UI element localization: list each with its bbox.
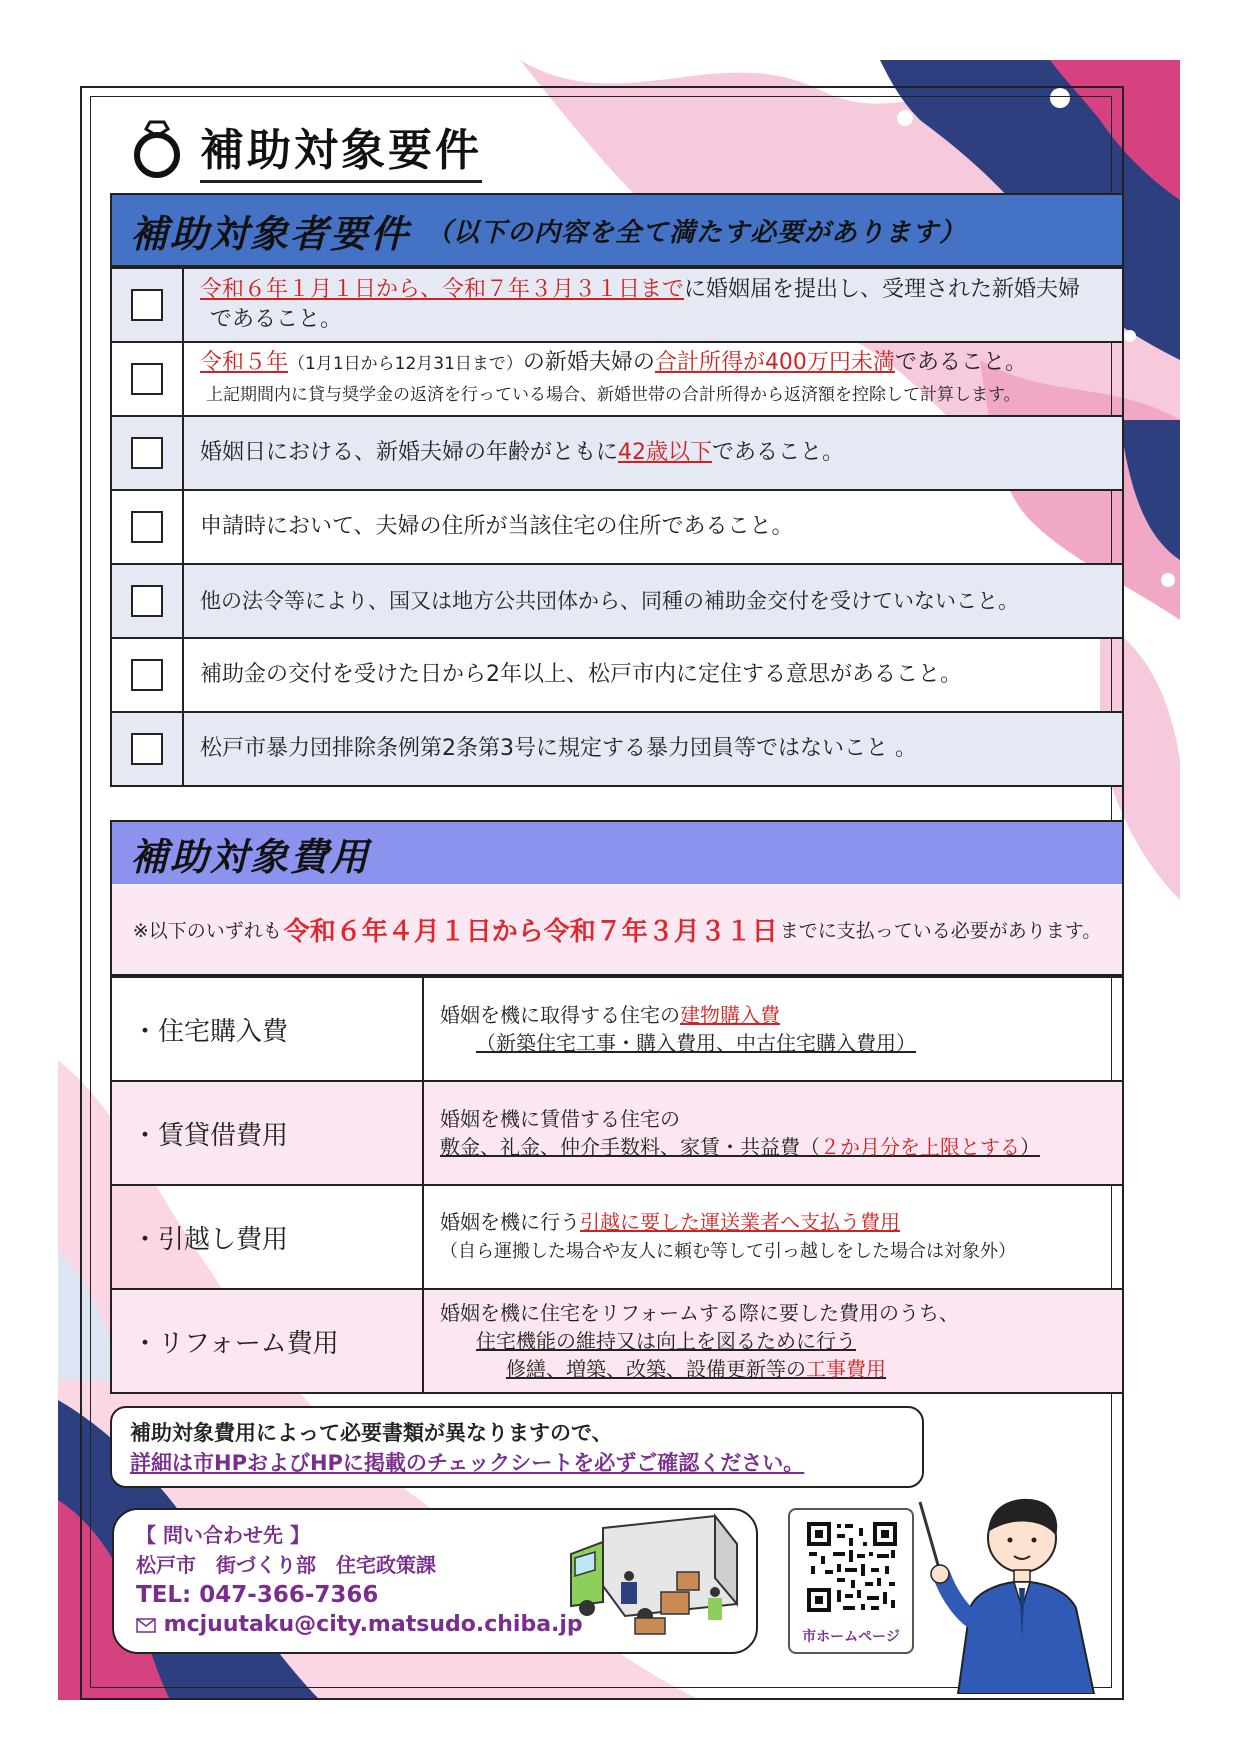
checkbox[interactable] [131,733,163,765]
cost-label: ・引越し費用 [111,1185,423,1289]
requirement-text: 他の法令等により、国又は地方公共団体から、同種の補助金交付を受けていないこと。 [200,589,1019,613]
cost-desc: 住宅機能の維持又は向上を図るために行う [476,1329,856,1353]
requirement-text: 申請時において、夫婦の住所が当該住宅の住所であること。 [200,514,794,539]
requirement-row [111,342,1123,416]
section-header-costs [110,820,1124,886]
cost-row [111,1081,1123,1185]
requirement-row [111,712,1123,786]
cost-row [111,977,1123,1081]
eligible-costs-table [110,976,1124,1394]
cost-desc: 婚姻を機に取得する住宅の [440,1003,680,1027]
section-heading: 補助対象者要件 [130,211,411,256]
cost-desc: 婚姻を機に住宅をリフォームする際に要した費用のうち、 [440,1301,959,1325]
presenter-illustration [918,1488,1114,1694]
requirement-row [111,564,1123,638]
callout-link-text: 詳細は市HPおよびHPに掲載のチェックシートを必ずご確認ください。 [130,1451,805,1475]
cost-desc: （自ら運搬した場合や友人に頼む等して引っ越しをした場合は対象外） [440,1241,1016,1262]
requirement-text: に婚姻届を提出し、受理された新婚夫婦 [684,277,1081,302]
cost-highlight: 工事費用 [806,1357,886,1381]
callout-highlight: 補助対象費用 [130,1421,256,1445]
requirement-text: 補助金の交付を受けた日から2年以上、松戸市内に定住する意思があること。 [200,662,962,687]
requirement-highlight: 合計所得が400万円未満 [654,350,895,375]
contact-department: 松戸市 街づくり部 住宅政策課 [136,1553,436,1577]
requirements-checklist [110,267,1124,787]
section-heading: 補助対象費用 [130,834,371,879]
envelope-icon [136,1618,156,1633]
checkbox[interactable] [131,289,163,321]
cost-label: ・住宅購入費 [111,977,423,1081]
cost-row [111,1185,1123,1289]
note-period: 令和６年４月１日から令和７年３月３１日 [283,916,778,947]
cost-label: ・リフォーム費用 [111,1289,423,1393]
contact-email[interactable]: mcjuutaku@city.matsudo.chiba.jp [163,1612,583,1637]
cost-desc: 婚姻を機に賃借する住宅の [440,1107,680,1131]
moving-truck-illustration [565,1506,745,1636]
requirement-text: 婚姻日における、新婚夫婦の年齢がともに [200,440,619,465]
contact-phone[interactable]: TEL: 047-366-7366 [136,1582,379,1608]
cost-desc: （新築住宅工事・購入費用、中古住宅購入費用） [476,1031,916,1055]
cost-desc: 敷金、礼金、仲介手数料、家賃・共益費（ [440,1135,820,1159]
qr-label: 市ホームページ [802,1629,900,1645]
page-title [128,118,482,178]
qr-code [805,1520,899,1614]
checkbox[interactable] [131,437,163,469]
requirement-highlight: 令和６年１月１日から、令和７年３月３１日まで [200,277,685,302]
cost-desc: 婚姻を機に行う [440,1210,580,1234]
cost-highlight: 建物購入費 [680,1003,780,1027]
documents-callout [110,1406,924,1488]
checkbox[interactable] [131,659,163,691]
section-subheading: （以下の内容を全て満たす必要があります） [426,217,967,248]
qr-code-box[interactable] [788,1508,914,1654]
ring-icon [128,118,186,178]
cost-row [111,1289,1123,1393]
checkbox[interactable] [131,511,163,543]
checkbox[interactable] [131,363,163,395]
requirement-highlight: 令和５年 [200,350,289,375]
cost-desc: ） [1020,1135,1040,1159]
requirement-row [111,638,1123,712]
requirement-row [111,490,1123,564]
requirement-highlight: 42歳以下 [618,440,713,465]
requirement-period: （1月1日から12月31日まで） [288,354,523,374]
page-title-text: 補助対象要件 [200,114,482,183]
requirement-note: 上記期間内に貸与奨学金の返済を行っている場合、新婚世帯の合計所得から返済額を控除して計算します。 [206,385,1021,405]
requirement-text: の新婚夫婦の [522,350,655,375]
cost-desc: 修繕、増築、改築、設備更新等の [506,1357,806,1381]
cost-highlight: 引越に要した運送業者へ支払う費用 [580,1210,900,1234]
requirement-text: であること。 [712,440,845,465]
callout-text: によって必要書類が異なりますので、 [256,1421,613,1445]
requirement-text: 松戸市暴力団排除条例第2条第3号に規定する暴力団員等ではないこと 。 [200,736,917,761]
requirement-text: であること。 [210,307,343,332]
note-suffix: までに支払っている必要があります。 [779,919,1102,942]
payment-period-note [110,884,1124,976]
requirement-row [111,416,1123,490]
requirement-text: であること。 [894,350,1027,375]
cost-highlight: ２か月分を上限とする [820,1135,1020,1159]
section-header-eligibility [110,193,1124,267]
requirement-row [111,268,1123,342]
cost-label: ・賃貸借費用 [111,1081,423,1185]
note-prefix: ※以下のいずれも [132,919,282,942]
checkbox[interactable] [131,585,163,617]
contact-heading: 【 問い合わせ先 】 [136,1523,310,1547]
